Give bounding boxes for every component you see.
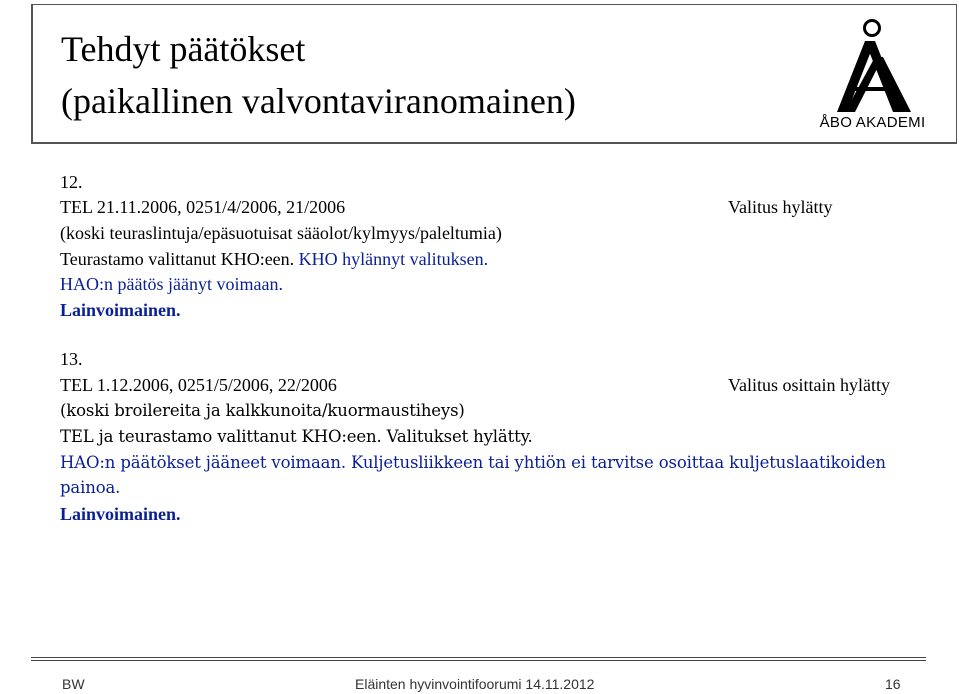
footer-author: BW [62, 676, 85, 692]
case-13-hao-decision: HAO:n päätökset jääneet voimaan. Kuljetusliikkeen tai yhtiön ei tarvitse osoittaa kuljetuslaatikoiden [60, 453, 886, 472]
case-13-subject: (koski broilereita ja kalkkunoita/kuormaustiheys) [60, 401, 465, 420]
case-12-appeal [60, 248, 488, 270]
footer-page-number: 16 [885, 676, 901, 692]
case-12-appeal-text: Teurastamo valittanut KHO:een. [60, 249, 299, 269]
abo-akademi-emblem-icon [815, 17, 930, 113]
case-12-result: Valitus hylätty [728, 197, 833, 217]
case-12-number: 12. [60, 172, 83, 192]
case-12-status: Lainvoimainen. [60, 300, 181, 320]
logo-text: ÅBO AKADEMI [819, 114, 926, 131]
case-13-appeal: TEL ja teurastamo valittanut KHO:een. Valitukset hylätty. [60, 427, 533, 446]
case-13-reference: TEL 1.12.2006, 0251/5/2006, 22/2006 [60, 375, 337, 395]
case-13-result: Valitus osittain hylätty [728, 375, 890, 395]
case-12-reference: TEL 21.11.2006, 0251/4/2006, 21/2006 [60, 197, 346, 217]
case-13-number: 13. [60, 349, 83, 369]
case-13-weight-note: painoa. [60, 478, 121, 497]
page-subtitle: (paikallinen valvontaviranomainen) [61, 81, 576, 121]
case-12-subject: (koski teuraslintuja/epäsuotuisat sääolot/kylmyys/paleltumia) [60, 223, 502, 243]
abo-akademi-logo [815, 17, 930, 135]
footer-rule-top [31, 657, 926, 658]
page-title: Tehdyt päätökset [61, 29, 306, 69]
case-12-hao-decision: HAO:n päätös jäänyt voimaan. [60, 274, 283, 294]
footer-event: Eläinten hyvinvointifoorumi 14.11.2012 [355, 676, 595, 692]
footer-rule-bottom [31, 660, 926, 661]
case-12-kho-decision: KHO hylännyt valituksen. [298, 249, 489, 269]
case-13-status: Lainvoimainen. [60, 504, 181, 524]
